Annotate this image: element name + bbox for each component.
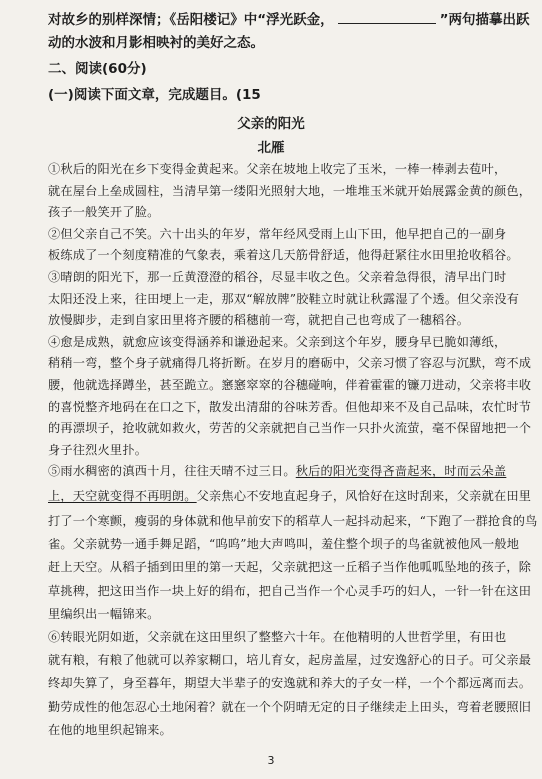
section-title: 二、阅读(60分) (48, 61, 147, 77)
article-line: 放慢脚步，走到自家田里将齐腰的稻穗前一弯，就把自己也弯成了一穗稻谷。 (48, 313, 470, 328)
fill-in-blank[interactable] (338, 10, 436, 24)
article-title: 父亲的阳光 (237, 116, 305, 132)
article-line: 就有粮，有粮了他就可以养家糊口，培儿育女，起房盖屋，过安逸舒心的日子。可父亲最 (48, 653, 532, 668)
article-line: 勤劳成性的他怎忍心土地闲着？就在一个个阴晴无定的日子继续走上田头，弯着老腰照旧 (48, 699, 532, 714)
article-line: 就在屋台上垒成圆柱，当清早第一缕阳光照射大地，一堆堆玉米就开始展露金黄的颜色， (48, 183, 532, 198)
article-line: 终却失算了，身至暮年，期望大半辈子的安逸就和养大的子女一样，一个个都远离而去。 (48, 676, 532, 691)
article-line: ④愈是成熟，就愈应该变得涵养和谦逊起来。父亲到这个年岁，腰身早已脆如薄纸， (48, 334, 507, 349)
article-line: 草挑稗，把这田当作一块上好的绢布，把自己当作一个心灵手巧的妇人，一针一针在这田 (48, 583, 532, 598)
intro-line-1 (48, 10, 530, 29)
article-line: 孩子一般笑开了脸。 (48, 205, 160, 220)
section-subtitle: (一)阅读下面文章，完成题目。(15 (48, 87, 261, 103)
paragraph-5-line-1 (48, 462, 518, 480)
article-line: 腰，他就选择蹲坐，甚至跪立。窸窸窣窣的谷穗碰响，伴着霍霍的镰刀进动，父亲将丰收 (48, 378, 532, 392)
p5-text-b: 父亲焦心不安地直起身子，风恰好在这时刮来，父亲就在田里 (196, 489, 532, 503)
p5-underlined-b: 上，天空就变得不再明朗。 (48, 489, 197, 503)
article-line: 雀。父亲就势一通手舞足蹈，“呜呜”地大声鸣叫，羞住整个坝子的鸟雀就被他风一般地 (48, 537, 520, 552)
article-line: 的喜悦整齐地码在在口之下，散发出清甜的谷味芳香。但他却来不及自己品味，农忙时节 (48, 399, 532, 414)
p5-underlined-a: 秋后的阳光变得吝啬起来，时而云朵盖 (295, 464, 507, 478)
article-line: 打了一个寒颤，瘦弱的身体就和他早前安下的稻草人一起抖动起来，“下跑了一群抢食的鸟 (48, 514, 538, 528)
article-line: ②但父亲自己不笑。六十出头的年岁，常年经风受雨上山下田，他早把自己的一副身 (48, 226, 507, 241)
article-line: 在他的地里织起锦来。 (48, 722, 172, 737)
article-line: 板练成了一个刻度精准的气象表，乘着这几天筋骨舒适，他得赶紧往水田里抢收稻谷。 (48, 248, 519, 263)
page-number: 3 (267, 754, 275, 767)
intro-line-2: 动的水波和月影相映衬的美好之态。 (48, 35, 264, 51)
article-line: 身子往烈火里扑。 (48, 442, 148, 457)
article-line: ①秋后的阳光在乡下变得金黄起来。父亲在坡地上收完了玉米，一棒一棒剥去苞叶， (48, 162, 507, 176)
intro-text-a: 对故乡的别样深情；《岳阳楼记》中“浮光跃金， (48, 12, 334, 28)
article-line: 太阳还没上来，往田埂上一走，那双“解放牌”胶鞋立时就让秋露湿了个透。但父亲没有 (48, 291, 520, 306)
article-line: 里编织出一幅锦来。 (48, 606, 160, 621)
article-line: 稍稍一弯，整个身子就痛得几将折断。在岁月的磨砺中，父亲习惯了容忍与沉默，弯不成 (48, 356, 532, 371)
p5-text-a: ⑤雨水稠密的滇西十月，往往天晴不过三日。 (48, 464, 296, 478)
paragraph-5-line-2 (48, 487, 532, 505)
intro-text-b: ”两句描摹出跃 (439, 12, 530, 28)
article-author: 北雁 (257, 140, 285, 156)
article-line: ③晴朗的阳光下，那一丘黄澄澄的稻谷，尽显丰收之色。父亲着急得很，清早出门时 (48, 270, 507, 284)
article-line: 赶上天空。从稻子插到田里的第一天起，父亲就把这一丘稻子当作他呱呱坠地的孩子，除 (48, 560, 532, 575)
article-line: 的再漂坝子，抢收就如救火，劳苦的父亲就把自己当作一只扑火流萤，毫不保留地把一个 (48, 421, 532, 436)
article-line: ⑥转眼光阴如逝，父亲就在这田里织了整整六十年。在他精明的人世哲学里，有田也 (48, 630, 507, 644)
